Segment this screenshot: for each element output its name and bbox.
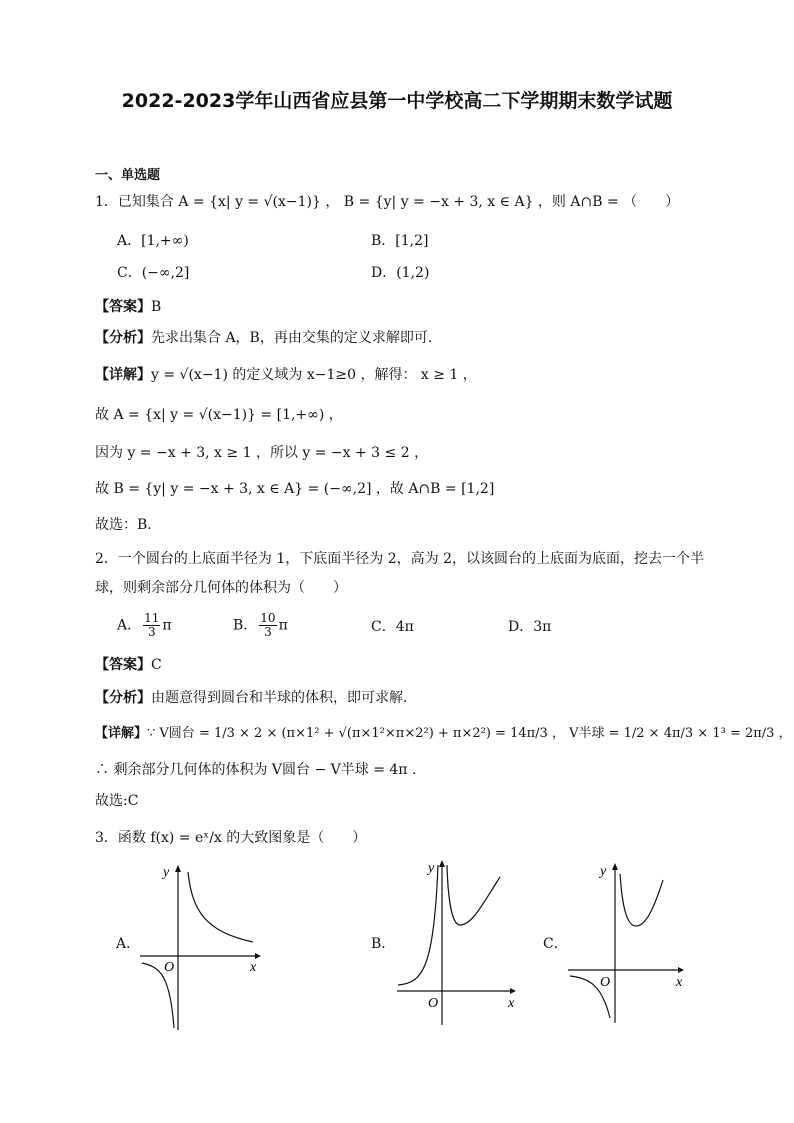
q2-option-d — [508, 617, 551, 637]
denominator: 3 — [147, 625, 156, 639]
q1-option-c: C．(−∞,2] — [117, 265, 190, 281]
denominator: 3 — [264, 625, 272, 639]
option-letter: A． — [117, 617, 142, 634]
curve-right-branch — [447, 865, 500, 925]
origin-label: O — [428, 996, 439, 1011]
detail-line: ∵ V圆台 = 1/3 × 2 × (π×1² + √(π×1²×π×2²) + π×2²) = 14π/3 ， V半球 = 1/2 × 4π/3 × 1³ = 2π/3 ， — [147, 726, 792, 741]
x-arrow-icon — [678, 967, 684, 973]
q2-stem-line-2: 球，则剩余部分几何体的体积为（ ） — [95, 580, 347, 596]
q1-detail-line-2: 故 A = {x| y = √(x−1)} = [1,+∞) ， — [95, 407, 343, 423]
answer-value: B — [151, 299, 162, 315]
y-axis-label: y — [600, 864, 607, 879]
y-arrow-icon — [175, 865, 181, 872]
q1-detail-line-3: 因为 y = −x + 3, x ≥ 1 ，所以 y = −x + 3 ≤ 2 ， — [95, 445, 429, 461]
answer-tag: 【答案】 — [95, 657, 151, 673]
q2-option-c — [371, 617, 414, 637]
q2-stem-line-1: 2．一个圆台的上底面半径为 1，下底面半径为 2，高为 2，以该圆台的上底面为底面，挖去一个半 — [95, 551, 704, 567]
q1-conclusion: 故选：B. — [95, 517, 152, 533]
q1-stem: 1．已知集合 A = {x| y = √(x−1)} ， B = {y| y = −x + 3, x ∈ A} ，则 A∩B = （ ） — [95, 194, 680, 210]
page-title: 2022-2023学年山西省应县第一中学校高二下学期期末数学试题 — [121, 90, 673, 112]
option-text: 4π — [395, 619, 414, 635]
x-axis-label: x — [250, 960, 257, 975]
detail-line: y = √(x−1) 的定义域为 x−1≥0 ，解得： x ≥ 1 ， — [151, 367, 477, 383]
curve-left-branch — [398, 865, 438, 985]
q2-option-b — [233, 612, 288, 639]
y-arrow-icon — [439, 860, 445, 867]
fraction — [259, 612, 276, 639]
q2-conclusion: 故选:C — [95, 793, 139, 809]
y-axis-label: y — [428, 861, 435, 876]
analysis-tag: 【分析】 — [95, 690, 151, 706]
q2-analysis-row — [95, 688, 417, 708]
q1-option-b: B．[1,2] — [371, 233, 429, 249]
option-text: 3π — [533, 619, 552, 635]
section-heading: 一、单选题 — [95, 168, 161, 183]
numerator: 10 — [260, 611, 276, 625]
q2-option-a — [117, 612, 172, 639]
x-arrow-icon — [255, 953, 261, 959]
q1-analysis-row — [95, 328, 432, 348]
origin-label: O — [164, 960, 175, 975]
pi-suffix: π — [278, 617, 288, 634]
curve-right-branch — [188, 872, 253, 942]
answer-tag: 【答案】 — [95, 299, 151, 315]
analysis-text: 先求出集合 A，B，再由交集的定义求解即可. — [151, 330, 433, 346]
detail-tag: 【详解】 — [95, 726, 148, 741]
analysis-text: 由题意得到圆台和半球的体积，即可求解． — [151, 690, 417, 706]
q1-detail-line-4: 故 B = {y| y = −x + 3, x ∈ A} = (−∞,2] ，故 A∩B = [1,2] — [95, 481, 495, 497]
x-axis-label: x — [676, 975, 683, 990]
option-letter: B． — [233, 617, 258, 634]
graph-c-label: C． — [543, 936, 568, 952]
option-letter: D． — [508, 619, 534, 635]
q2-detail-line-2: ∴ 剩余部分几何体的体积为 V圆台 − V半球 = 4π . — [95, 762, 417, 778]
numerator: 11 — [144, 611, 160, 625]
curve-right-branch — [620, 874, 663, 926]
q1-option-d: D．(1,2) — [371, 265, 430, 281]
y-arrow-icon — [612, 863, 618, 870]
analysis-tag: 【分析】 — [95, 330, 151, 346]
q1-answer-row — [95, 297, 161, 317]
detail-tag: 【详解】 — [95, 367, 151, 383]
graph-a — [130, 860, 270, 1030]
origin-label: O — [600, 975, 611, 990]
graph-a-label: A． — [116, 936, 141, 952]
x-arrow-icon — [510, 988, 516, 994]
answer-value: C — [151, 657, 162, 673]
graph-c — [560, 858, 695, 1028]
fraction — [143, 612, 160, 639]
q1-option-a: A．[1,+∞) — [117, 233, 189, 249]
q3-stem: 3．函数 f(x) = eˣ/x 的大致图象是（ ） — [95, 830, 367, 846]
q2-detail-row — [95, 724, 792, 744]
graph-b — [392, 855, 527, 1030]
option-letter: C． — [371, 619, 396, 635]
q2-answer-row — [95, 655, 162, 675]
graph-b-label: B． — [371, 936, 396, 952]
y-axis-label: y — [163, 865, 170, 880]
pi-suffix: π — [162, 617, 172, 634]
x-axis-label: x — [508, 996, 515, 1011]
q1-detail-row — [95, 365, 477, 385]
